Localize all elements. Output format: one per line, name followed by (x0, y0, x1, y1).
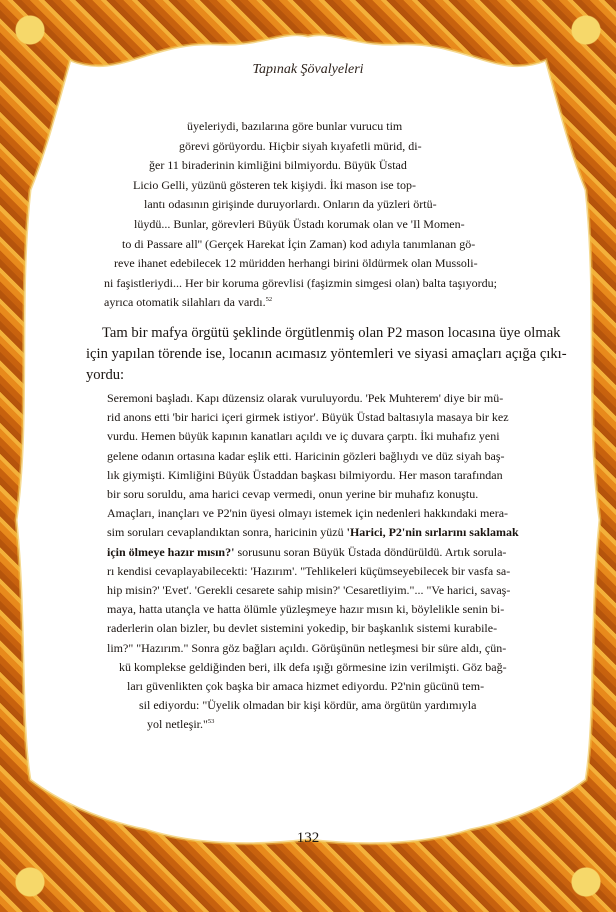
quote-line (107, 523, 519, 542)
quote-line: rid anons etti 'bir harici içeri girmek istiyor'. Büyük Üstad baltasıyla masaya bir kez (107, 410, 509, 425)
quote-line: ları güvenlikten çok başka bir amaca hizmet ediyordu. P2'nin gücünü tem- (127, 679, 485, 694)
quote-line: gelene odanın ortasına kadar eşlik etti. Haricinin gözleri bağlıydı ve düz siyah baş- (107, 448, 505, 463)
paragraph-line: Tam bir mafya örgütü şeklinde örgütlenmiş olan P2 mason locasına üye olmak (102, 325, 561, 341)
quote-line: Seremoni başladı. Kapı düzensiz olarak vuruluyordu. 'Pek Muhterem' diye bir mü- (107, 391, 504, 405)
block-quote-1 (100, 117, 520, 313)
quote-line (107, 543, 519, 562)
quote-line: to di Passare all'' (Gerçek Harekat İçin Zaman) kod adıyla tanımlanan gö- (122, 236, 476, 251)
quote-text: sorusunu soran Büyük Üstada döndürüldü. Artık sorula- (234, 544, 507, 559)
quote-line-text: ayrıca otomatik silahları da vardı. (104, 295, 266, 310)
quote-line: maya, hatta utançla ve hatta ölümle yüzleşmeye hazır mısın ki, böylelikle senin bi- (107, 602, 505, 617)
paragraph-line: için yapılan törende ise, locanın acımasız yöntemleri ve siyasi amaçları açığa çıkı- (86, 346, 567, 362)
quote-line: lantı odasının girişinde duruyorlardı. Onların da yüzleri örtü- (144, 197, 437, 212)
body-paragraph (86, 323, 567, 386)
quote-line: raderlerin olan bizler, bu devlet sistemini yokedip, bir başkanlık sistemi kurabile- (107, 621, 498, 636)
quote-line: vurdu. Hemen büyük kapının kanatları açıldı ve iç duvara çarptı. İki muhafız yeni (107, 429, 500, 444)
running-head: Tapınak Şövalyeleri (252, 62, 364, 77)
quote-line: lim?" "Hazırım." Sonra göz bağları açıldı. Görüşünün netleşmesi bir süre aldı, çün- (107, 640, 507, 655)
quote-line: Licio Gelli, yüzünü gösteren tek kişiydi. İki mason ise top- (133, 177, 416, 192)
footnote-ref[interactable]: 52 (265, 296, 273, 304)
page-number: 132 (296, 830, 320, 846)
quote-line: üyeleriydi, bazılarına göre bunlar vurucu tim (187, 119, 403, 133)
quote-line: lüydü... Bunlar, görevleri Büyük Üstadı korumak olan ve 'Il Momen- (134, 216, 465, 231)
quote-line: lık giymişti. Kimliğini Büyük Üstaddan başkası bilmiyordu. Her mason tarafından (107, 467, 503, 482)
quote-emphasis: 'Harici, P2'nin sırlarını saklamak (346, 525, 519, 540)
quote-emphasis: için ölmeye hazır mısın?' (107, 544, 235, 559)
quote-line: sil ediyordu: "Üyelik olmadan bir kişi kördür, ama örgütün yardımıyla (139, 698, 477, 713)
quote-line: kü komplekse geldiğinden beri, ilk defa ışığı görmesine izin verilmişti. Göz bağ- (119, 659, 507, 674)
quote-line (107, 715, 519, 734)
quote-line: reve ihanet edebilecek 12 müridden herhangi birini öldürmek olan Mussoli- (114, 256, 478, 271)
footnote-ref[interactable]: 53 (207, 718, 215, 726)
quote-line: rı kendisi cevaplayabilecekti: 'Hazırım'. "Tehlikeleri küçümseyebilecek bir vasfa sa- (107, 563, 511, 578)
quote-line: ğer 11 biraderinin kimliğini bilmiyordu. Büyük Üstad (149, 158, 407, 173)
quote-line: Amaçları, inançları ve P2'nin üyesi olmayı istemek için nedenleri hakkındaki mera- (107, 506, 509, 521)
quote-line: hip misin?' 'Evet'. 'Gerekli cesarete sahip misin?' 'Cesaretliyim."... "Ve harici, savaş- (107, 583, 511, 598)
quote-line-text: yol netleşir." (147, 717, 208, 732)
block-quote-2 (107, 389, 519, 735)
paragraph-line: yordu: (86, 367, 125, 383)
quote-text: sim soruları cevaplandıktan sonra, haricinin yüzü (107, 525, 347, 540)
quote-line: görevi görüyordu. Hiçbir siyah kıyafetli mürid, di- (179, 138, 422, 153)
quote-line (100, 293, 520, 313)
quote-line: ni faşistleriydi... Her bir koruma görevlisi (faşizmin simgesi olan) balta taşıyordu; (104, 275, 497, 290)
quote-line: bir soru soruldu, ama harici cevap vermedi, onun yerine bir muhafız konuştu. (107, 487, 479, 502)
